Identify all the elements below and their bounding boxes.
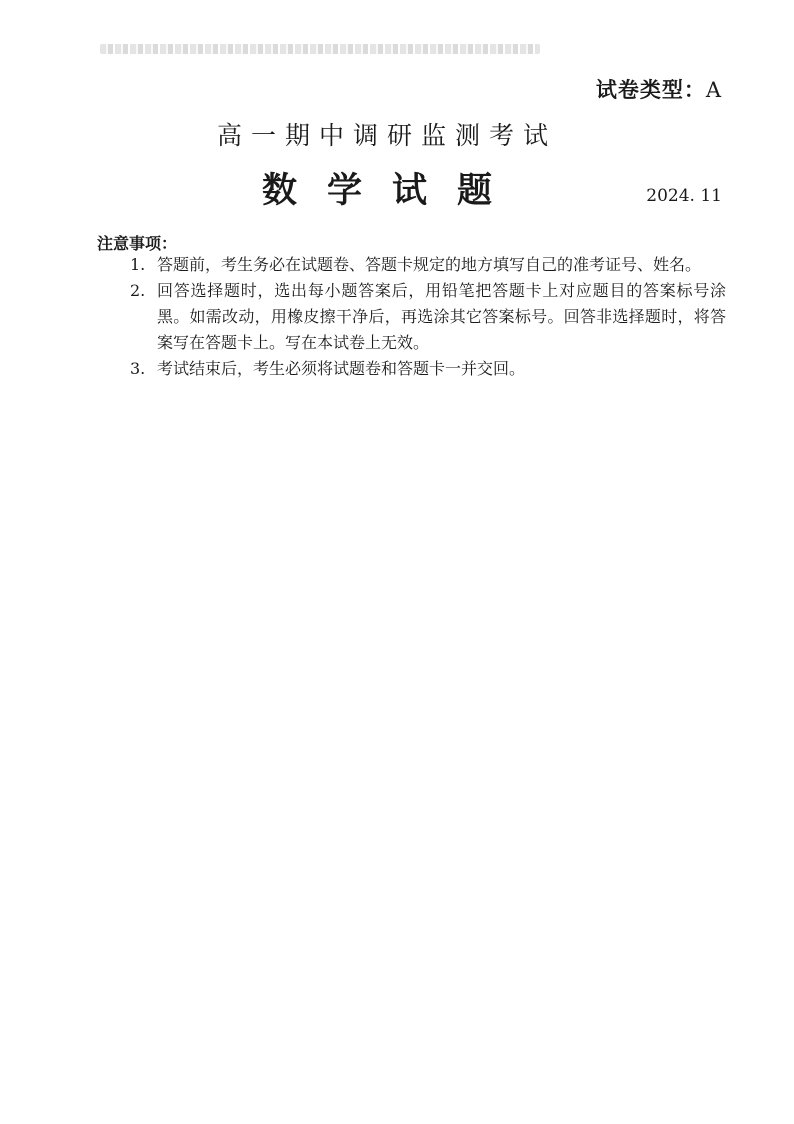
- note-number: 2.: [130, 281, 146, 300]
- scan-header-strip: [100, 44, 540, 54]
- note-number: 1.: [130, 255, 146, 274]
- paper-type-label: 试卷类型：: [595, 78, 706, 102]
- note-text: 答题前，考生务必在试题卷、答题卡规定的地方填写自己的准考证号、姓名。: [157, 255, 702, 274]
- note-number: 3.: [130, 359, 146, 378]
- paper-type: [596, 74, 722, 104]
- subject-title: 数学试题: [261, 171, 522, 211]
- notes-heading: 注意事项：: [97, 234, 178, 253]
- notes-list: [130, 252, 726, 382]
- paper-type-value: A: [705, 78, 722, 102]
- exam-date: 2024. 11: [646, 186, 722, 206]
- note-item: [130, 356, 726, 382]
- note-text: 回答选择题时，选出每小题答案后，用铅笔把答题卡上对应题目的答案标号涂黑。如需改动，用橡皮擦干净后，再选涂其它答案标号。回答非选择题时，将答案写在答题卡上。写在本试卷上无效。: [157, 281, 726, 352]
- note-text: 考试结束后，考生必须将试题卷和答题卡一并交回。: [157, 359, 526, 378]
- note-item: [130, 278, 726, 356]
- exam-title: 高一期中调研监测考试: [216, 121, 557, 150]
- note-item: [130, 252, 726, 278]
